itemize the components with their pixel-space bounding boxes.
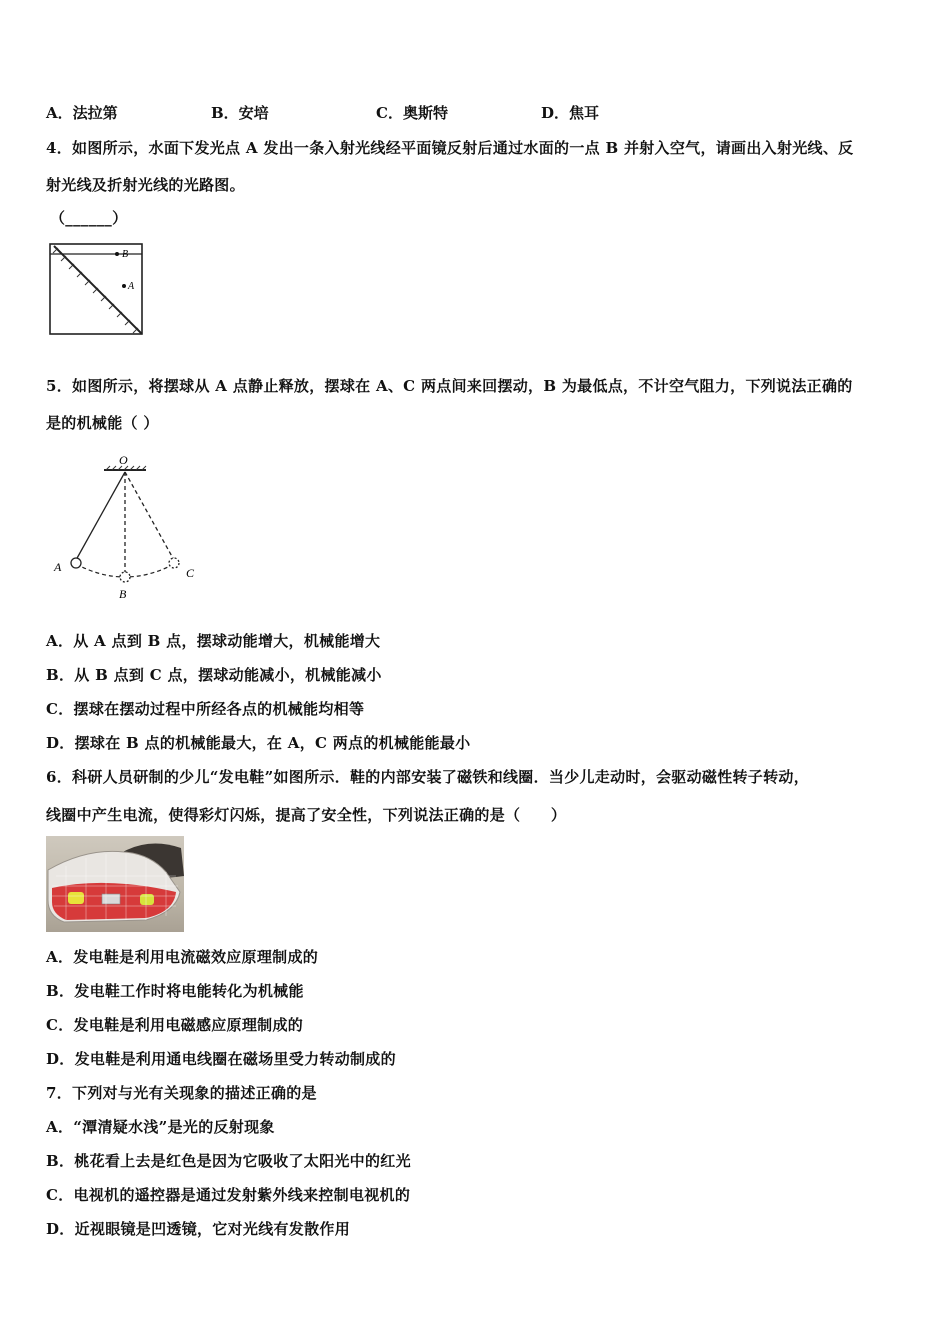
q3-option-b[interactable]: B．安培 xyxy=(211,104,269,122)
q4-stem-line2: 射光线及折射光线的光路图。 xyxy=(46,176,245,194)
q7-option-c[interactable]: C．电视机的遥控器是通过发射紫外线来控制电视机的 xyxy=(46,1186,411,1204)
q4-answer-blank[interactable]: （______） xyxy=(50,209,128,227)
label-b: B xyxy=(122,249,129,260)
q6-option-d[interactable]: D．发电鞋是利用通电线圈在磁场里受力转动制成的 xyxy=(46,1050,396,1068)
point-b xyxy=(115,252,119,256)
q6-stem-line2: 线圈中产生电流，使得彩灯闪烁，提高了安全性，下列说法正确的是（ ） xyxy=(46,806,567,824)
label-a: A xyxy=(54,560,62,574)
q5-option-c[interactable]: C．摆球在摆动过程中所经各点的机械能均相等 xyxy=(46,700,365,718)
label-b: B xyxy=(119,587,127,601)
q6-stem-line1: 6．科研人员研制的少儿“发电鞋”如图所示．鞋的内部安装了磁铁和线圈．当少儿走动时，会驱动磁性转子转动， xyxy=(46,768,809,786)
q3-option-a[interactable]: A．法拉第 xyxy=(46,104,118,122)
sole-generator xyxy=(102,894,120,904)
power-shoe-photo xyxy=(46,836,184,932)
pendulum-string-c xyxy=(125,472,174,560)
q6-option-c[interactable]: C．发电鞋是利用电磁感应原理制成的 xyxy=(46,1016,304,1034)
q7-option-d[interactable]: D．近视眼镜是凹透镜，它对光线有发散作用 xyxy=(46,1220,351,1238)
ball-c xyxy=(169,558,179,568)
sole-light-2 xyxy=(140,894,154,905)
q7-option-b[interactable]: B．桃花看上去是红色是因为它吸收了太阳光中的红光 xyxy=(46,1152,411,1170)
label-c: C xyxy=(186,566,195,580)
q5-option-a[interactable]: A．从 A 点到 B 点，摆球动能增大，机械能增大 xyxy=(46,632,381,650)
q3-options xyxy=(46,102,906,124)
q4-mirror-diagram xyxy=(46,240,146,340)
pendulum-string-a xyxy=(76,472,125,560)
q5-option-d[interactable]: D．摆球在 B 点的机械能最大，在 A，C 两点的机械能能最小 xyxy=(46,734,471,752)
q3-option-d[interactable]: D．焦耳 xyxy=(541,104,600,122)
sole-light-1 xyxy=(68,892,84,904)
q7-option-a[interactable]: A．“潭清疑水浅”是光的反射现象 xyxy=(46,1118,275,1136)
q5-pendulum-diagram xyxy=(46,450,216,605)
point-a xyxy=(122,284,126,288)
ball-b xyxy=(120,572,130,582)
q5-option-b[interactable]: B．从 B 点到 C 点，摆球动能减小，机械能减小 xyxy=(46,666,382,684)
ball-a xyxy=(71,558,81,568)
q4-stem-line1: 4．如图所示，水面下发光点 A 发出一条入射光线经平面镜反射后通过水面的一点 B 并射入空气，请画出入射光线、反 xyxy=(46,139,854,157)
q7-stem: 7．下列对与光有关现象的描述正确的是 xyxy=(46,1084,317,1102)
q6-option-a[interactable]: A．发电鞋是利用电流磁效应原理制成的 xyxy=(46,948,319,966)
q3-option-c[interactable]: C．奥斯特 xyxy=(376,104,448,122)
q6-option-b[interactable]: B．发电鞋工作时将电能转化为机械能 xyxy=(46,982,304,1000)
q5-stem-line2: 是的机械能（ ） xyxy=(46,414,159,432)
label-a: A xyxy=(128,281,135,292)
shoe-illustration xyxy=(46,836,184,932)
label-o: O xyxy=(119,453,128,467)
q5-stem-line1: 5．如图所示，将摆球从 A 点静止释放，摆球在 A、C 两点间来回摆动，B 为最低点，不计空气阻力，下列说法正确的 xyxy=(46,377,853,395)
